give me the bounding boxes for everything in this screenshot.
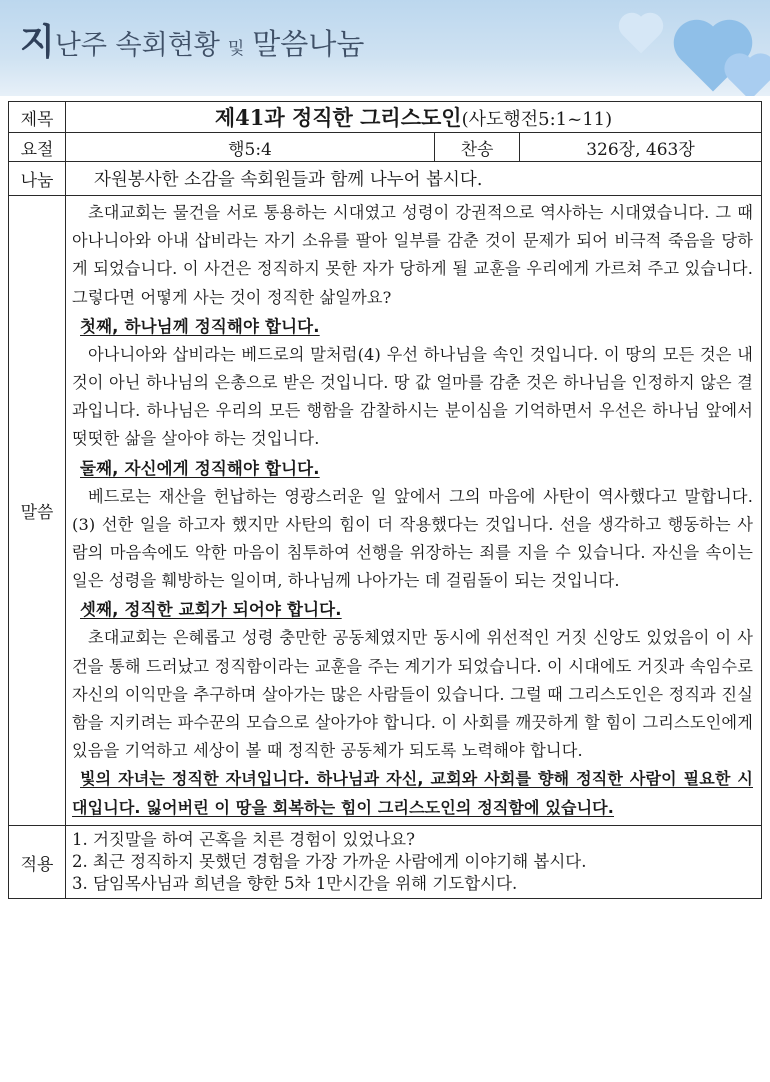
title-label: 제목 [9,102,66,133]
point-3-heading-text: 셋째, 정직한 교회가 되어야 합니다. [80,600,342,620]
point-1-heading [72,312,753,341]
apply-item: 3. 담임목사님과 희년을 향한 5차 1만시간을 위해 기도합시다. [72,874,518,894]
point-3-body: 초대교회는 은혜롭고 성령 충만한 공동체였지만 동시에 위선적인 거짓 신앙도 있었음이 이 사건을 통해 드러났고 정직함이라는 교훈을 주는 계기가 되었습니다. 이 시대에도 거짓과 속임수로 자신의 이익만을 추구하며 살아가는 많은 사람들이 있습니다. 그럴 때 그리스도인은 정직과 진실함을 지키려는 파수꾼의 모습으로 살아가야 합니다. 이 사회를 깨끗하게 할 힘이 그리스도인에게 있음을 기억하고 세상이 볼 때 정직한 공동체가 되도록 노력해야 합니다. [72,628,753,761]
point-2-heading [72,454,753,483]
title-row [9,102,762,133]
title-part-1: 난주 속회현황 [54,30,220,61]
lesson-title-text: 제41과 정직한 그리스도인 [214,105,462,130]
share-row [9,162,762,196]
title-part-2: 말씀나눔 [252,27,365,61]
sermon-summary: 빛의 자녀는 정직한 자녀입니다. 하나님과 자신, 교회와 사회를 향해 정직한 사람이 필요한 시대입니다. 잃어버린 이 땅을 회복하는 힘이 그리스도인의 정직함에 있습니다. [72,769,753,817]
lesson-reference: (사도행전5:1~11) [461,109,613,130]
share-label: 나눔 [9,162,66,196]
heart-icon [623,17,660,54]
hymn-value: 326장, 463장 [520,133,762,162]
point-2-body: 베드로는 재산을 헌납하는 영광스러운 일 앞에서 그의 마음에 사탄이 역사했다고 말합니다.(3) 선한 일을 하고자 했지만 사탄의 힘이 더 작용했다는 것입니다. 선을 생각하고 행동하는 사람의 마음속에도 악한 마음이 침투하여 선행을 위장하는 죄를 지을 수 있습니다. 자신을 속이는 일은 성령을 훼방하는 일이며, 하나님께 나아가는 데 걸림돌이 되는 것입니다. [72,486,753,591]
apply-item: 2. 최근 정직하지 못했던 경험을 가장 가까운 사람에게 이야기해 봅시다. [72,852,587,872]
point-1-heading-text: 첫째, 하나님께 정직해야 합니다. [80,316,320,336]
point-1-body: 아나니아와 삽비라는 베드로의 말처럼(4) 우선 하나님을 속인 것입니다. 이 땅의 모든 것은 내 것이 아닌 하나님의 은총으로 받은 것입니다. 땅 값 얼마를 감춘 것은 하나님을 인정하지 않은 결과입니다. 하나님은 우리의 모든 행함을 감찰하시는 분이심을 기억하면서 우선은 하나님 앞에서 떳떳한 삶을 살아야 하는 것입니다. [72,344,753,449]
word-label: 말씀 [9,196,66,826]
title-initial: 지 [20,22,55,63]
lesson-table [8,101,762,899]
sermon-intro: 초대교회는 물건을 서로 통용하는 시대였고 성령이 강권적으로 역사하는 시대였습니다. 그 때 아나니아와 아내 삽비라는 자기 소유를 팔아 일부를 감춘 것이 문제가 되어 비극적 죽음을 당하게 되었습니다. 이 사건은 정직하지 못한 자가 당하게 될 교훈을 우리에게 가르쳐 주고 있습니다. 그렇다면 어떻게 사는 것이 정직한 삶일까요? [72,203,753,307]
point-3-heading [72,595,753,624]
apply-list [66,826,762,899]
verse-value: 행5:4 [66,133,435,162]
page-title [20,14,364,65]
apply-label: 적용 [9,826,66,899]
hymn-label: 찬송 [435,133,520,162]
title-conjunction: 및 [227,39,245,59]
heart-icon [729,58,770,96]
verse-row [9,133,762,162]
point-2-heading-text: 둘째, 자신에게 정직해야 합니다. [80,458,320,478]
header-banner [0,0,770,96]
apply-item: 1. 거짓말을 하여 곤혹을 치른 경험이 있었나요? [72,830,415,850]
lesson-title [66,102,762,133]
word-row [9,196,762,826]
sermon-body [66,196,762,826]
share-text: 자원봉사한 소감을 속회원들과 함께 나누어 봅시다. [66,162,762,196]
verse-label: 요절 [9,133,66,162]
apply-row [9,826,762,899]
